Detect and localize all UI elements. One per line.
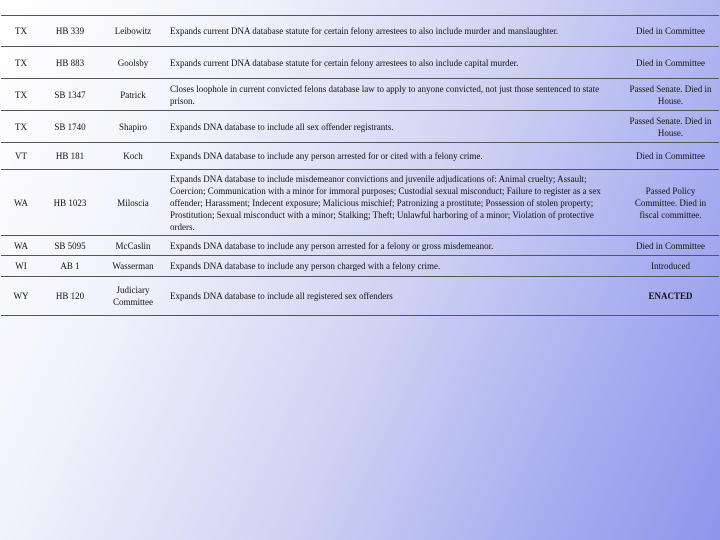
sponsor-cell: Leibowitz xyxy=(99,16,167,47)
bill-cell: HB 120 xyxy=(41,277,99,316)
table-row xyxy=(1,170,719,236)
sponsor-cell: Patrick xyxy=(99,79,167,111)
status-cell: ENACTED xyxy=(622,277,719,316)
status-cell: Died in Committee xyxy=(622,47,719,79)
description-cell: Closes loophole in current convicted felons database law to apply to anyone convicted, not just those sentenced to state prison. xyxy=(167,79,622,111)
dna-legislation-table xyxy=(1,15,719,316)
description-cell: Expands current DNA database statute for certain felony arrestees to also include capital murder. xyxy=(167,47,622,79)
table-row xyxy=(1,47,719,79)
state-cell: WA xyxy=(1,170,41,236)
state-cell: VT xyxy=(1,143,41,170)
status-cell: Died in Committee xyxy=(622,16,719,47)
table-row xyxy=(1,143,719,170)
table-row xyxy=(1,79,719,111)
state-cell: TX xyxy=(1,79,41,111)
status-cell: Passed Senate. Died in House. xyxy=(622,111,719,143)
state-cell: TX xyxy=(1,16,41,47)
bill-cell: SB 5095 xyxy=(41,236,99,256)
state-cell: WY xyxy=(1,277,41,316)
bill-cell: SB 1347 xyxy=(41,79,99,111)
state-cell: WI xyxy=(1,256,41,277)
table-row xyxy=(1,16,719,47)
table-row xyxy=(1,111,719,143)
bill-cell: HB 339 xyxy=(41,16,99,47)
sponsor-cell: Shapiro xyxy=(99,111,167,143)
table-row xyxy=(1,236,719,256)
status-cell: Died in Committee xyxy=(622,236,719,256)
sponsor-cell: Wasserman xyxy=(99,256,167,277)
sponsor-cell: McCaslin xyxy=(99,236,167,256)
description-cell: Expands DNA database to include any person arrested for or cited with a felony crime. xyxy=(167,143,622,170)
description-cell: Expands DNA database to include misdemeanor convictions and juvenile adjudications of: Animal cruelty; Assault; Coercion; Communication with a minor for immoral purposes; Custodial sexual misconduct; Failure to register as a sex offender; Harassment; Indecent exposure; Malicious mischief; Patronizing a prostitute; Possession of stolen property; Prostitution; Sexual misconduct with a minor; Stalking; Theft; Unlawful harboring of a minor; Violation of protective orders. xyxy=(167,170,622,236)
sponsor-cell: Judiciary Committee xyxy=(99,277,167,316)
state-cell: WA xyxy=(1,236,41,256)
state-cell: TX xyxy=(1,111,41,143)
status-cell: Passed Policy Committee. Died in fiscal committee. xyxy=(622,170,719,236)
bill-cell: HB 883 xyxy=(41,47,99,79)
sponsor-cell: Koch xyxy=(99,143,167,170)
status-cell: Introduced xyxy=(622,256,719,277)
description-cell: Expands DNA database to include any person charged with a felony crime. xyxy=(167,256,622,277)
sponsor-cell: Miloscia xyxy=(99,170,167,236)
status-cell: Died in Committee xyxy=(622,143,719,170)
bill-cell: HB 1023 xyxy=(41,170,99,236)
description-cell: Expands DNA database to include any person arrested for a felony or gross misdemeanor. xyxy=(167,236,622,256)
table-row xyxy=(1,256,719,277)
table-row xyxy=(1,277,719,316)
bill-cell: HB 181 xyxy=(41,143,99,170)
status-cell: Passed Senate. Died in House. xyxy=(622,79,719,111)
description-cell: Expands current DNA database statute for certain felony arrestees to also include murder and manslaughter. xyxy=(167,16,622,47)
sponsor-cell: Goolsby xyxy=(99,47,167,79)
state-cell: TX xyxy=(1,47,41,79)
description-cell: Expands DNA database to include all sex offender registrants. xyxy=(167,111,622,143)
bill-cell: SB 1740 xyxy=(41,111,99,143)
description-cell: Expands DNA database to include all registered sex offenders xyxy=(167,277,622,316)
bill-cell: AB 1 xyxy=(41,256,99,277)
